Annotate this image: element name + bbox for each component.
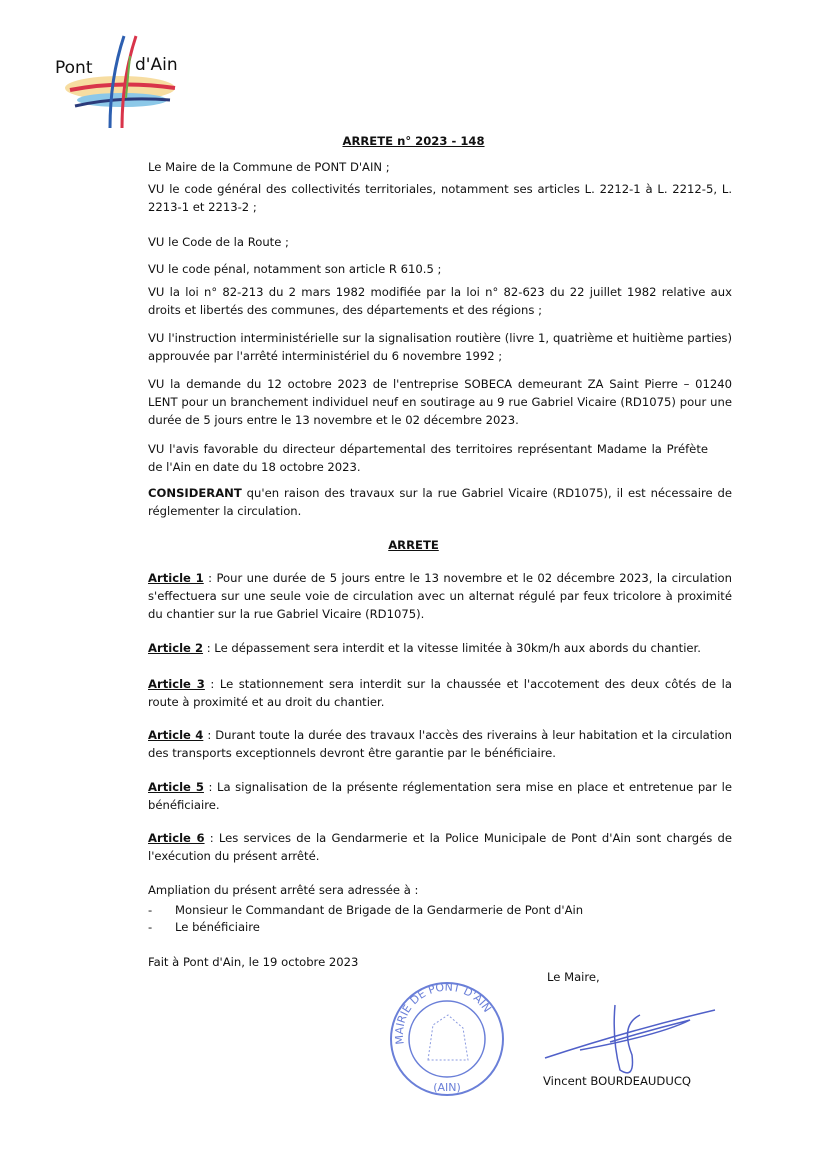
considerant-label: CONSIDERANT [148, 486, 242, 500]
article-6 [148, 829, 732, 865]
recipient-text: Le bénéficiaire [175, 920, 260, 934]
svg-text:d'Ain: d'Ain [135, 55, 178, 75]
article-label: Article 3 [148, 677, 205, 691]
intro: Le Maire de la Commune de PONT D'AIN ; [148, 160, 390, 174]
mayor-signature [540, 1000, 720, 1080]
article-4 [148, 726, 732, 762]
vu-paragraph: VU le code pénal, notamment son article R 610.5 ; [148, 262, 442, 276]
article-text: : Durant toute la durée des travaux l'accès des riverains à leur habitation et la circulation des transports exceptionnels devront être garantie par le bénéficiaire. [148, 728, 732, 760]
ampliation: Ampliation du présent arrêté sera adressée à : [148, 883, 419, 897]
article-5 [148, 778, 732, 814]
vu-paragraph: VU le Code de la Route ; [148, 235, 289, 249]
vu-paragraph: VU le code général des collectivités territoriales, notamment ses articles L. 2212-1 à L. 2212-5, L. 2213-1 et 2213-2 ; [148, 182, 732, 214]
signatory-name: Vincent BOURDEAUDUCQ [543, 1074, 692, 1088]
svg-text:MAIRIE DE PONT D'AIN: MAIRIE DE PONT D'AIN [392, 980, 494, 1046]
fait-line: Fait à Pont d'Ain, le 19 octobre 2023 [148, 955, 359, 969]
pont-d-ain-logo [50, 28, 190, 133]
recipient-item: - Le bénéficiaire [148, 920, 260, 934]
arrete-heading: ARRETE [388, 538, 439, 552]
article-label: Article 1 [148, 571, 204, 585]
vu-paragraph: VU l'instruction interministérielle sur la signalisation routière (livre 1, quatrième et huitième parties) approuvée par l'arrêté interministériel du 6 novembre 1992 ; [148, 331, 732, 363]
article-1 [148, 569, 732, 623]
article-text: : Le dépassement sera interdit et la vitesse limitée à 30km/h aux abords du chantier. [203, 641, 701, 655]
signatory-role: Le Maire, [547, 970, 600, 984]
article-3 [148, 675, 732, 711]
recipient-item: - Monsieur le Commandant de Brigade de la Gendarmerie de Pont d'Ain [148, 903, 584, 917]
svg-text:(AIN): (AIN) [433, 1081, 461, 1094]
article-label: Article 5 [148, 780, 204, 794]
svg-text:Pont: Pont [55, 58, 93, 78]
vu-paragraph: VU la loi n° 82-213 du 2 mars 1982 modifiée par la loi n° 82-623 du 22 juillet 1982 relative aux droits et libertés des communes, des départements et des régions ; [148, 285, 732, 317]
article-text: : Les services de la Gendarmerie et la Police Municipale de Pont d'Ain sont chargés de l'exécution du présent arrêté. [148, 831, 732, 863]
article-label: Article 2 [148, 641, 204, 655]
mairie-seal-stamp [388, 980, 506, 1098]
article-label: Article 6 [148, 831, 205, 845]
article-text: : La signalisation de la présente réglementation sera mise en place et entretenue par le bénéficiaire. [148, 780, 732, 812]
article-label: Article 4 [148, 728, 204, 742]
decree-title: ARRETE n° 2023 - 148 [342, 134, 485, 148]
vu-paragraph: VU la demande du 12 octobre 2023 de l'entreprise SOBECA demeurant ZA Saint Pierre – 01240 LENT pour un branchement individuel neuf en soutirage au 9 rue Gabriel Vicaire (RD1075) pour une durée de 5 jours entre le 13 novembre et le 02 décembre 2023. [148, 377, 732, 427]
article-text: : Pour une durée de 5 jours entre le 13 novembre et le 02 décembre 2023, la circulation s'effectuera sur une seule voie de circulation avec un alternat régulé par feux tricolore à proximité du chantier sur la rue Gabriel Vicaire (RD1075). [148, 571, 732, 621]
considerant-text: qu'en raison des travaux sur la rue Gabriel Vicaire (RD1075), il est nécessaire de réglementer la circulation. [148, 486, 732, 518]
recipient-text: Monsieur le Commandant de Brigade de la Gendarmerie de Pont d'Ain [175, 903, 584, 917]
considerant-paragraph [148, 484, 732, 520]
article-2 [148, 639, 732, 657]
article-text: : Le stationnement sera interdit sur la chaussée et l'accotement des deux côtés de la route à proximité et au droit du chantier. [148, 677, 732, 709]
vu-paragraph: VU l'avis favorable du directeur départemental des territoires représentant Madame la Préfète de l'Ain en date du 18 octobre 2023. [148, 442, 708, 474]
